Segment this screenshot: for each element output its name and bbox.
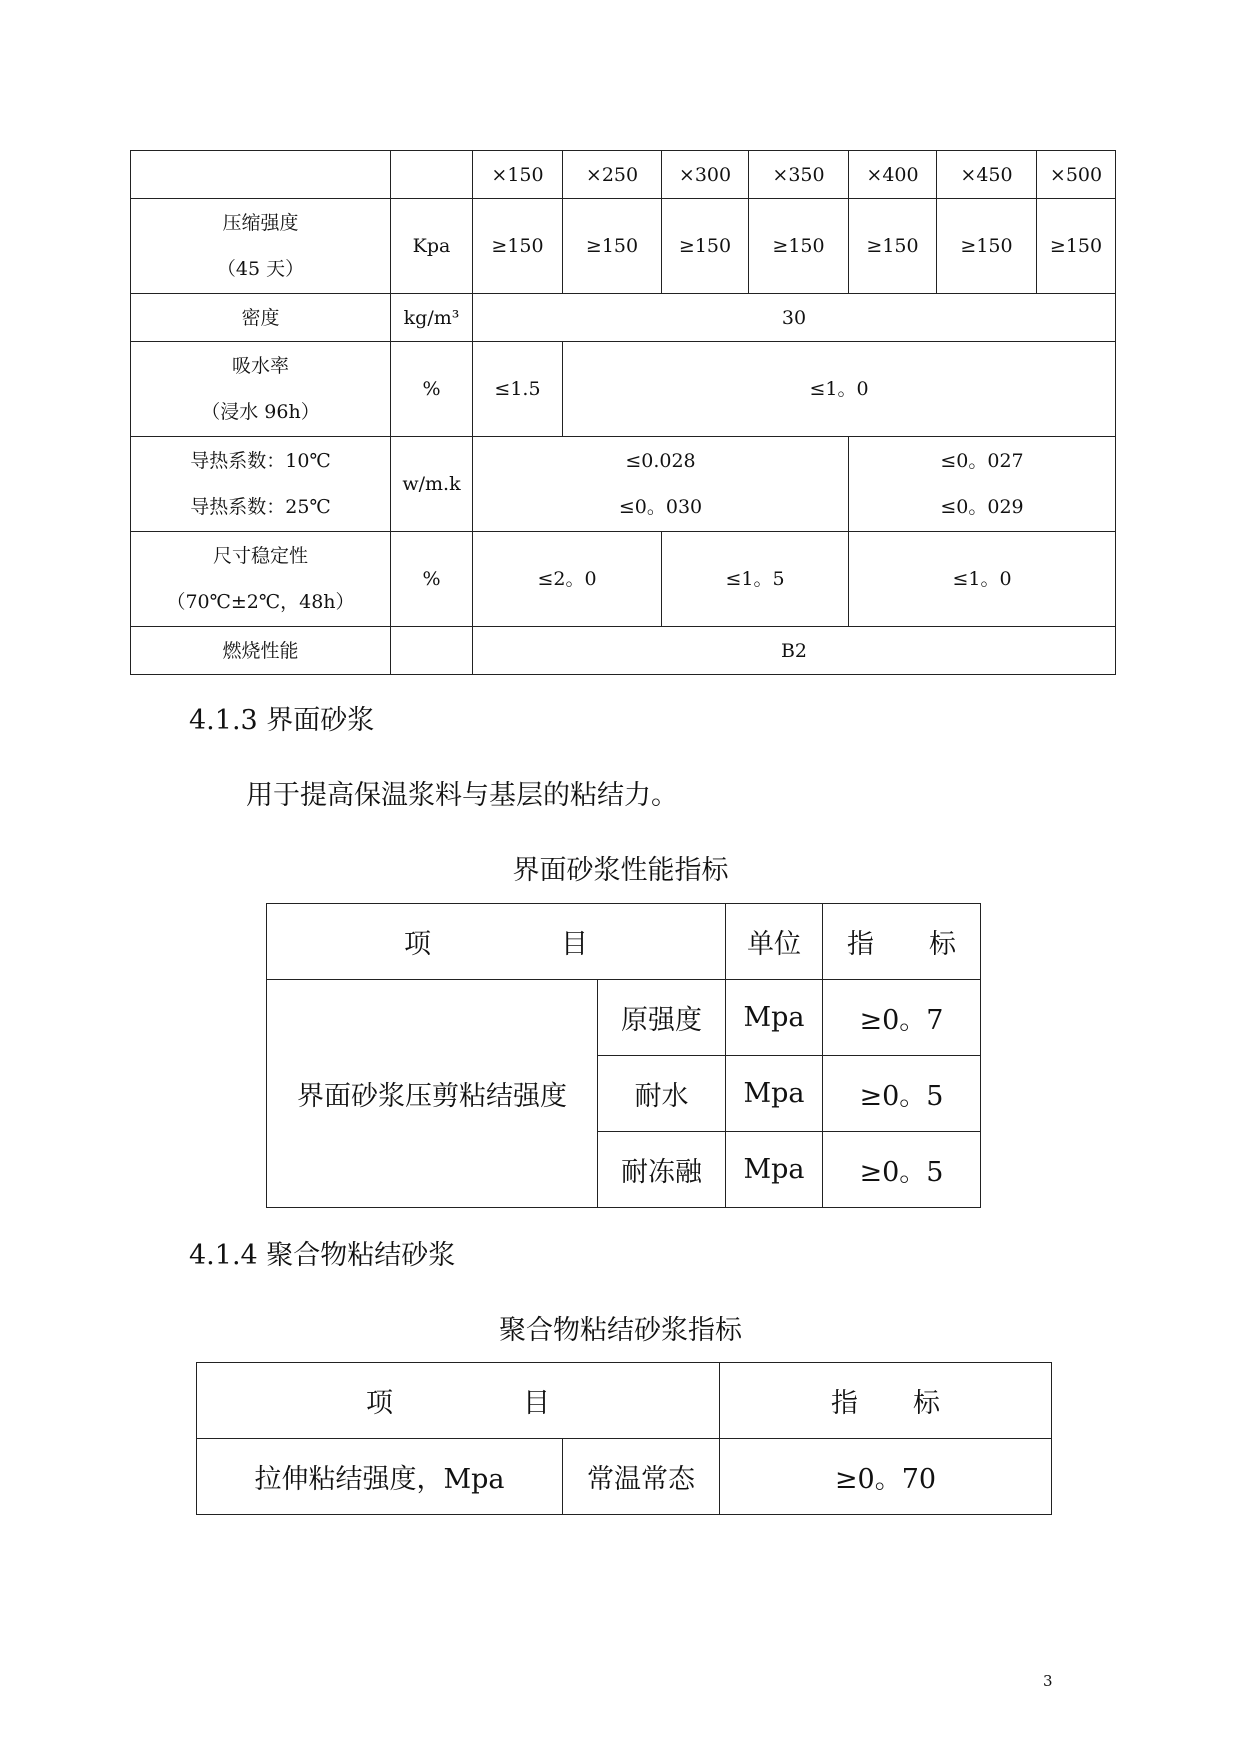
unit-cell: Mpa — [726, 980, 823, 1056]
burn-value: B2 — [473, 627, 1116, 675]
sub-item: 耐水 — [598, 1056, 726, 1132]
stability-value: ≤1。5 — [662, 532, 849, 627]
unit-cell: Mpa — [726, 1056, 823, 1132]
header-item: 项 目 — [267, 904, 726, 980]
burn-label: 燃烧性能 — [131, 627, 391, 675]
eps-board-properties-table — [130, 150, 1116, 675]
size-header: ×400 — [849, 151, 937, 199]
compress-value: ≥150 — [662, 199, 749, 294]
section-heading-4-1-3: 4.1.3 界面砂浆 — [189, 705, 375, 736]
thermal-unit: w/m.k — [391, 437, 473, 532]
table-row — [131, 342, 1116, 437]
value-cell: ≥0。7 — [823, 980, 981, 1056]
stability-label: 尺寸稳定性 （70℃±2℃，48h） — [131, 532, 391, 627]
size-header: ×450 — [937, 151, 1037, 199]
value-cell: ≥0。70 — [720, 1439, 1052, 1515]
absorb-unit: % — [391, 342, 473, 437]
absorb-value: ≤1。0 — [563, 342, 1116, 437]
table-row — [131, 627, 1116, 675]
header-index: 指 标 — [720, 1363, 1052, 1439]
table-header-row — [267, 904, 981, 980]
sub-item: 原强度 — [598, 980, 726, 1056]
unit-cell: Mpa — [726, 1132, 823, 1208]
value-cell: ≥0。5 — [823, 1132, 981, 1208]
value-cell: ≥0。5 — [823, 1056, 981, 1132]
table-header-row — [197, 1363, 1052, 1439]
header-index: 指 标 — [823, 904, 981, 980]
density-unit: kg/m³ — [391, 294, 473, 342]
thermal-label: 导热系数：10℃ 导热系数：25℃ — [131, 437, 391, 532]
stability-value: ≤2。0 — [473, 532, 662, 627]
condition-cell: 常温常态 — [563, 1439, 720, 1515]
interface-mortar-table — [266, 903, 981, 1208]
table-caption: 聚合物粘结砂浆指标 — [499, 1315, 742, 1346]
compress-value: ≥150 — [849, 199, 937, 294]
density-label: 密度 — [131, 294, 391, 342]
section-heading-4-1-4: 4.1.4 聚合物粘结砂浆 — [189, 1240, 456, 1271]
header-item: 项 目 — [197, 1363, 720, 1439]
header-unit: 单位 — [726, 904, 823, 980]
table-row — [131, 294, 1116, 342]
density-value: 30 — [473, 294, 1116, 342]
stability-value: ≤1。0 — [849, 532, 1116, 627]
sub-item: 耐冻融 — [598, 1132, 726, 1208]
size-header: ×500 — [1037, 151, 1116, 199]
thermal-value: ≤0.028 ≤0。030 — [473, 437, 849, 532]
table-caption: 界面砂浆性能指标 — [512, 855, 729, 886]
polymer-mortar-table — [196, 1362, 1052, 1515]
compress-value: ≥150 — [473, 199, 563, 294]
thermal-value: ≤0。027 ≤0。029 — [849, 437, 1116, 532]
section-paragraph: 用于提高保温浆料与基层的粘结力。 — [246, 780, 678, 811]
stability-unit: % — [391, 532, 473, 627]
compress-label: 压缩强度 （45 天） — [131, 199, 391, 294]
table-row — [131, 151, 1116, 199]
size-header: ×350 — [749, 151, 849, 199]
table-row — [131, 532, 1116, 627]
table-row — [131, 199, 1116, 294]
size-header: ×300 — [662, 151, 749, 199]
size-header: ×250 — [563, 151, 662, 199]
compress-value: ≥150 — [563, 199, 662, 294]
absorb-value: ≤1.5 — [473, 342, 563, 437]
table-row — [197, 1439, 1052, 1515]
size-header: ×150 — [473, 151, 563, 199]
compress-unit: Kpa — [391, 199, 473, 294]
item-cell: 拉伸粘结强度，Mpa — [197, 1439, 563, 1515]
compress-value: ≥150 — [937, 199, 1037, 294]
table-row — [131, 437, 1116, 532]
absorb-label: 吸水率 （浸水 96h） — [131, 342, 391, 437]
compress-value: ≥150 — [1037, 199, 1116, 294]
group-label: 界面砂浆压剪粘结强度 — [267, 980, 598, 1208]
table-row — [267, 980, 981, 1056]
page-number: 3 — [1043, 1672, 1053, 1690]
compress-value: ≥150 — [749, 199, 849, 294]
